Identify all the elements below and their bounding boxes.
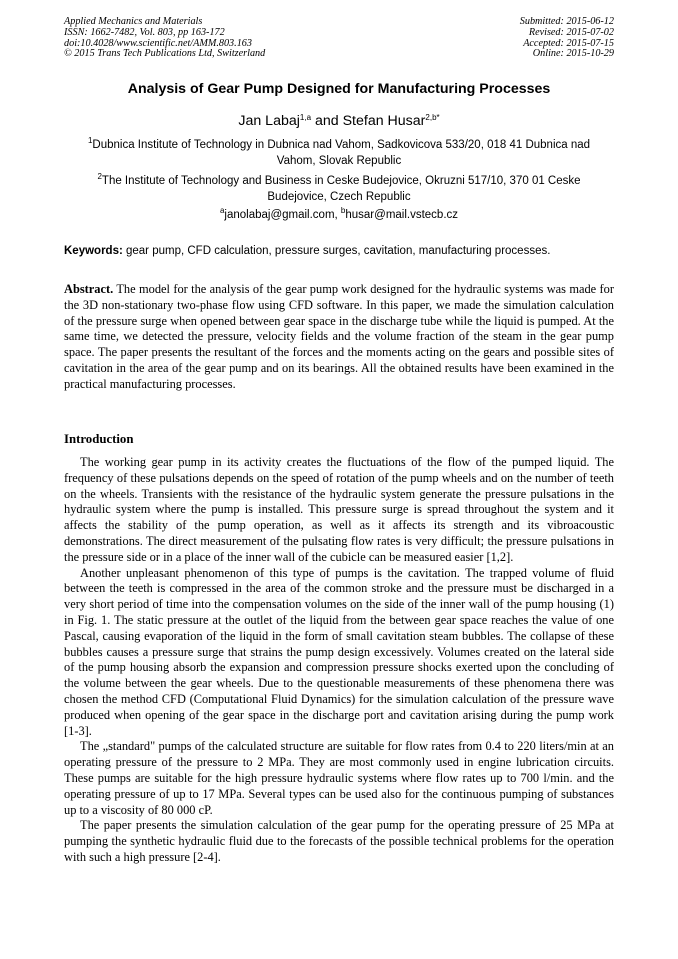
keywords xyxy=(64,245,614,257)
affiliation-2-sup: 2 xyxy=(97,172,102,181)
publication-dates xyxy=(520,17,614,60)
journal-name: Applied Mechanics and Materials xyxy=(64,16,203,27)
introduction-heading: Introduction xyxy=(64,432,134,446)
email-a-sup: a xyxy=(219,206,225,215)
author-1: Jan Labaj xyxy=(238,113,300,129)
author-emails xyxy=(0,206,678,221)
intro-paragraph-1: The working gear pump in its activity creates the fluctuations of the flow of the pumped liquid. The frequency of these pulsations depends on the speed of rotation of the pump wheels and on the number of teeth on the wheels. Transients with the resistance of the hydraulic system generate the pressure pulsations in the hydraulic system where the pump is installed. This pressure surge is spread throughout the system and it affects the stability of the pump operation, as well as it affects its strength and its vibroacoustic demonstrations. The direct measurement of the pulsating flow rates is very difficult; the pressure pulsations in the pressure side or in a place of the inner wall of the cubicle can be measured easier [1,2]. xyxy=(64,455,614,564)
email-a: janolabaj@gmail.com xyxy=(224,209,335,221)
abstract-label: Abstract. xyxy=(64,282,114,296)
author-line xyxy=(0,113,678,129)
author-conjunction: and xyxy=(311,113,343,129)
abstract xyxy=(64,282,614,393)
email-b: husar@mail.vstecb.cz xyxy=(345,209,459,221)
author-1-sup: 1,a xyxy=(299,113,312,122)
date-revised: Revised: 2015-07-02 xyxy=(528,26,614,38)
affiliation-1-sup: 1 xyxy=(87,136,93,145)
affiliation-1 xyxy=(80,137,598,169)
intro-paragraph-4: The paper presents the simulation calculation of the gear pump for the operating pressure of 25 MPa at pumping the synthetic hydraulic fluid due to the forecasts of the possible technical problems for the operation with such a high pressure [2-4]. xyxy=(64,818,614,864)
keywords-text: gear pump, CFD calculation, pressure surges, cavitation, manufacturing processes. xyxy=(122,245,551,257)
journal-info xyxy=(64,17,265,60)
affiliation-2-text: The Institute of Technology and Business in Ceske Budejovice, Okruzni 517/10, 370 01 Ceske Budejovice, Czech Republic xyxy=(101,175,581,203)
date-accepted: Accepted: 2015-07-15 xyxy=(523,37,614,49)
paper-title: Analysis of Gear Pump Designed for Manufacturing Processes xyxy=(127,81,551,97)
author-2-sup: 2,b* xyxy=(425,113,440,122)
date-online: Online: 2015-10-29 xyxy=(532,48,614,60)
journal-doi: doi:10.4028/www.scientific.net/AMM.803.163 xyxy=(64,37,252,49)
keywords-label: Keywords: xyxy=(64,245,123,257)
affiliation-2 xyxy=(80,173,598,205)
journal-issn: ISSN: 1662-7482, Vol. 803, pp 163-172 xyxy=(64,26,225,38)
email-separator: , xyxy=(334,209,341,221)
date-submitted: Submitted: 2015-06-12 xyxy=(519,16,614,27)
intro-paragraph-3: The „standard" pumps of the calculated structure are suitable for flow rates from 0.4 to 220 liters/min at an operating pressure of the pressure to 2 MPa. They are most commonly used in engine lubrication circuits. These pumps are suitable for the high pressure hydraulic systems where flow rates up to 700 l/min. and the operating pressure of up to 17 MPa. Several types can be used also for the continuous pumping of substances up to a viscosity of 80 000 cP. xyxy=(64,739,614,817)
introduction-body xyxy=(64,455,614,866)
email-b-sup: b xyxy=(340,206,346,215)
intro-paragraph-2: Another unpleasant phenomenon of this type of pumps is the cavitation. The trapped volume of fluid between the teeth is compressed in the area of the common stroke and the pressure must be discharged in a very short period of time into the compensation volumes on the side of the inner wall of the pump housing (1) in Fig. 1. The static pressure at the outlet of the liquid from the between gear space reaches the value of one Pascal, causing evaporation of the liquid in the form of small cavitation steam bubbles. The collapse of these bubbles causes a pressure surge that strains the pump design excessively. Volumes created on the lateral side of the pump housing absorb the expansion and compression pressure shocks exerted upon the concluding of the volume between the gear wheels. Due to the questionable measurements of these phenomena there was chosen the method CFD (Computational Fluid Dynamics) for the simulation calculation of the pressure wave produced when opening of the gear space in the discharge port and cavitation arising during the pump work [1-3]. xyxy=(64,565,614,738)
affiliation-1-text: Dubnica Institute of Technology in Dubnica nad Vahom, Sadkovicova 533/20, 018 41 Dubnica nad Vahom, Slovak Republic xyxy=(92,139,591,167)
abstract-text: The model for the analysis of the gear pump work designed for the hydraulic systems was made for the 3D non-stationary two-phase flow using CFD software. In this paper, we made the simulation calculation of the pressure surge when opened between gear space in the discharge tube while the liquid is pumped. At the same time, we detected the pressure, velocity fields and the volume fraction of the steam in the gear pump space. The paper presents the resultant of the forces and the moments acting on the gears and possible sites of cavitation in the area of the gear pump and on its bearings. All the obtained results have been examined in the practical manufacturing processes. xyxy=(64,282,614,391)
author-2: Stefan Husar xyxy=(342,113,426,129)
journal-copyright: © 2015 Trans Tech Publications Ltd, Switzerland xyxy=(64,48,266,60)
